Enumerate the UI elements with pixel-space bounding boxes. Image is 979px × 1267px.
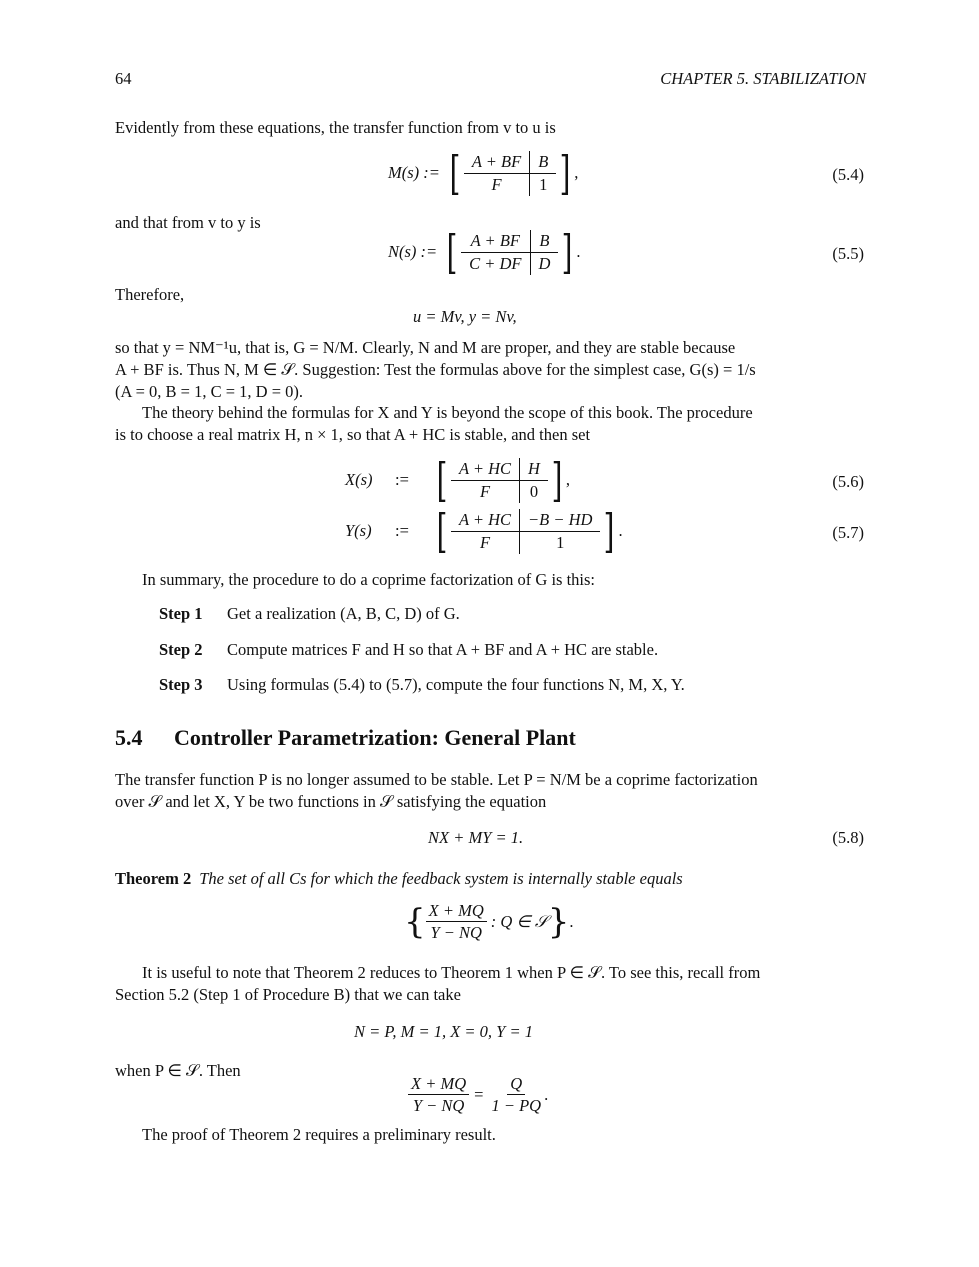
final-equals: = — [474, 1084, 484, 1104]
final-left-numerator: X + MQ — [408, 1073, 469, 1095]
equation-controller-set: { $\frac{X + MQ}{Y - NQ}$ : Q ∈ 𝒮 } . — [404, 901, 574, 942]
section-title: Controller Parametrization: General Plant — [174, 725, 576, 750]
right-bracket: ] — [559, 146, 571, 200]
right-bracket: ] — [562, 225, 573, 279]
equation-u-y: u = Mv, y = Nv, — [413, 307, 517, 326]
eq54-block-matrix — [464, 151, 556, 196]
equation-number-5-8: (5.8) — [832, 828, 864, 847]
equation-5-6 — [345, 453, 571, 507]
set-denominator: Y − NQ — [430, 923, 482, 942]
final-trail: . — [544, 1084, 549, 1104]
section-heading — [115, 725, 576, 751]
section-number: 5.4 — [115, 725, 143, 750]
equation-number-5-5: (5.5) — [832, 244, 864, 263]
eq56-trail: , — [565, 470, 571, 489]
equation-5-5 — [388, 225, 581, 279]
eq56-d: 0 — [529, 481, 539, 501]
paragraph-reduces-line2: Section 5.2 (Step 1 of Procedure B) that we can take — [115, 985, 461, 1004]
eq57-a: A + HC — [451, 509, 520, 532]
eq57-b: −B − HD — [520, 509, 600, 532]
left-bracket: [ — [446, 225, 458, 279]
step-2 — [159, 640, 658, 660]
set-condition: : Q ∈ 𝒮 — [490, 911, 548, 931]
final-right-numerator: Q — [507, 1073, 525, 1095]
page-number: 64 — [115, 69, 132, 88]
eq55-lhs: N(s) := — [388, 242, 438, 261]
theorem-2 — [115, 868, 683, 890]
equation-5-7 — [345, 504, 623, 558]
eq57-c: F — [451, 532, 520, 554]
eq56-b: H — [520, 458, 548, 481]
paragraph-transfer-v-to-y: and that from v to y is — [115, 213, 261, 232]
left-brace: { — [404, 901, 426, 942]
step-label: Step 1 — [159, 604, 203, 623]
step-label: Step 3 — [159, 675, 203, 694]
eq57-block-matrix — [451, 509, 601, 554]
set-fraction — [426, 900, 487, 943]
eq55-a: A + BF — [461, 230, 530, 253]
equation-final — [408, 1073, 548, 1116]
step-label: Step 2 — [159, 640, 203, 659]
set-numerator: X + MQ — [426, 900, 487, 922]
paragraph-plant-line1: The transfer function P is no longer assumed to be stable. Let P = N/M be a coprime factorization — [115, 770, 758, 789]
eq54-a: A + BF — [464, 151, 530, 174]
left-bracket: [ — [436, 453, 448, 507]
paragraph-theory-line1: The theory behind the formulas for X and Y is beyond the scope of this book. The procedure — [142, 403, 753, 422]
equation-5-4 — [388, 146, 579, 200]
right-bracket: ] — [604, 504, 615, 558]
eq57-lhs: Y(s) — [345, 521, 372, 540]
paragraph-when: when P ∈ 𝒮. Then — [115, 1061, 241, 1080]
theorem-text: The set of all Cs for which the feedback system is internally stable equals — [199, 869, 683, 888]
step-text: Get a realization (A, B, C, D) of G. — [227, 604, 460, 623]
equation-5-8: NX + MY = 1. — [428, 828, 524, 847]
paragraph-coprime-line2: A + BF is. Thus N, M ∈ 𝒮. Suggestion: Test the formulas above for the simplest case, G(s) = 1/s — [115, 360, 756, 379]
paragraph-proof: The proof of Theorem 2 requires a preliminary result. — [142, 1125, 496, 1144]
final-left-denominator: Y − NQ — [412, 1096, 465, 1115]
eq54-trail: , — [574, 163, 579, 182]
equation-number-5-4: (5.4) — [832, 165, 864, 184]
eq55-b: B — [531, 230, 559, 253]
paragraph-coprime-line3: (A = 0, B = 1, C = 1, D = 0). — [115, 382, 304, 401]
left-bracket: [ — [449, 146, 461, 200]
paragraph-theory-line2: is to choose a real matrix H, n × 1, so that A + HC is stable, and then set — [115, 425, 591, 444]
equation-npmxy: N = P, M = 1, X = 0, Y = 1 — [354, 1022, 533, 1041]
final-fraction-left — [408, 1073, 469, 1116]
eq56-c: F — [451, 481, 520, 503]
eq55-c: C + DF — [461, 253, 530, 275]
eq56-a: A + HC — [451, 458, 520, 481]
paragraph-coprime-line1: so that y = NM⁻¹u, that is, G = N/M. Clearly, N and M are proper, and they are stable because — [115, 338, 736, 357]
equation-number-5-6: (5.6) — [832, 472, 864, 491]
eq57-d: 1 — [556, 532, 565, 552]
eq57-trail: . — [618, 521, 623, 540]
eq54-lhs: M(s) := — [388, 163, 440, 182]
paragraph-therefore: Therefore, — [115, 285, 185, 304]
eq54-c: F — [464, 174, 530, 196]
step-3 — [159, 675, 685, 695]
step-text: Compute matrices F and H so that A + BF and A + HC are stable. — [227, 640, 659, 659]
paragraph-summary: In summary, the procedure to do a coprime factorization of G is this: — [142, 570, 596, 589]
eq54-d: 1 — [539, 174, 548, 194]
eq57-def: := — [395, 521, 409, 540]
equation-number-5-7: (5.7) — [832, 523, 864, 542]
paragraph-reduces-line1: It is useful to note that Theorem 2 reduces to Theorem 1 when P ∈ 𝒮. To see this, recall from — [142, 963, 761, 982]
right-bracket: ] — [551, 453, 563, 507]
eq54-b: B — [530, 151, 556, 174]
final-right-denominator: 1 − PQ — [491, 1096, 542, 1115]
left-bracket: [ — [436, 504, 448, 558]
eq56-def: := — [395, 470, 409, 489]
eq55-d: D — [538, 253, 551, 273]
paragraph-transfer-v-to-u: Evidently from these equations, the transfer function from v to u is — [115, 118, 556, 137]
step-text: Using formulas (5.4) to (5.7), compute the four functions N, M, X, Y. — [227, 675, 685, 694]
paragraph-plant-line2: over 𝒮 and let X, Y be two functions in 𝒮 satisfying the equation — [115, 792, 547, 811]
eq55-block-matrix — [461, 230, 558, 275]
theorem-label: Theorem 2 — [115, 869, 192, 888]
eq55-trail: . — [576, 242, 581, 261]
final-fraction-right — [488, 1073, 544, 1116]
eq56-block-matrix — [451, 458, 548, 503]
running-title: CHAPTER 5. STABILIZATION — [660, 69, 866, 88]
right-brace: } — [547, 901, 570, 942]
step-1 — [159, 604, 460, 624]
eq56-lhs: X(s) — [345, 470, 373, 489]
